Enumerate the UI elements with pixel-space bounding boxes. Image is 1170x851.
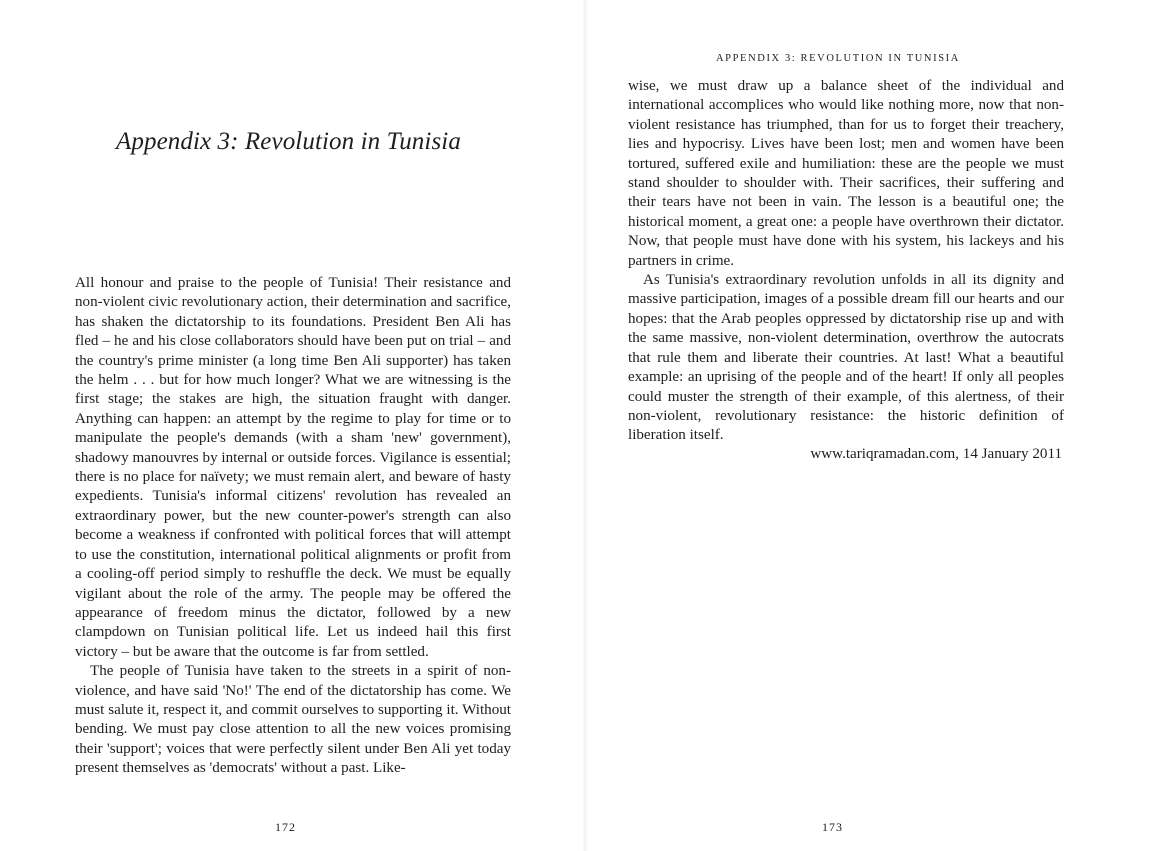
right-body-text [628, 77, 1064, 446]
source-signature: www.tariqramadan.com, 14 January 2011 [810, 446, 1062, 462]
paragraph: All honour and praise to the people of Tunisia! Their resistance and non-violent civic revolutionary action, their determination and sacrifice, has shaken the dictatorship to its foundations. President Ben Ali has fled – he and his close collaborators should have been put on trial – and the country's prime minister (a long time Ben Ali supporter) has taken the helm . . . but for how much longer? What we are witnessing is the first stage; the stakes are high, the situation fraught with danger. Anything can happen: an attempt by the regime to play for time or to manipulate the people's demands (with a sham 'new' government), shadowy manouvres by internal or outside forces. Vigilance is essential; there is no place for naïvety; we must remain alert, and beware of hasty expedients. Tunisia's informal citizens' revolution has revealed an extraordinary power, but the new counter-power's strength can also become a weakness if confronted with political forces that will attempt to use the constitution, international political alignments or profit from a cooling-off period simply to reshuffle the deck. We must be equally vigilant about the role of the army. The people may be offered the appearance of freedom minus the dictator, followed by a new clampdown on Tunisian political life. Let us indeed hail this first victory – but be aware that the outcome is far from settled. [75, 275, 511, 660]
paragraph: wise, we must draw up a balance sheet of the individual and international accomplices who would like nothing more, now that non-violent resistance has triumphed, than for us to forget their treachery, lies and hypocrisy. Lives have been lost; men and women have been tortured, suffered exile and humiliation: these are the people we must stand shoulder to shoulder with. Their sacrifices, their suffering and their tears have not been in vain. The lesson is a beautiful one; the historical moment, a great one: a people have overthrown their dictator. Now, that people must have done with his system, his lackeys and his partners in crime. [628, 78, 1064, 269]
left-body-text [75, 274, 511, 779]
chapter-title: Appendix 3: Revolution in Tunisia [116, 128, 461, 155]
running-head: APPENDIX 3: REVOLUTION IN TUNISIA [716, 53, 960, 64]
paragraph: As Tunisia's extraordinary revolution unfolds in all its dignity and massive participation, images of a possible dream fill our hearts and our hopes: that the Arab peoples oppressed by dictatorship rise up and with the same massive, non-violent determination, overthrow the autocrats that rule them and liberate their countries. At last! What a beautiful example: an uprising of the people and of the heart! If only all peoples could muster the strength of their example, of this alertness, of their non-violent, revolutionary resistance: the historic definition of liberation itself. [628, 272, 1064, 444]
page-number-left: 172 [275, 820, 296, 834]
page-number-right: 173 [822, 820, 843, 834]
paragraph: The people of Tunisia have taken to the streets in a spirit of non-violence, and have said 'No!' The end of the dictatorship has come. We must salute it, respect it, and commit ourselves to supporting it. Without bending. We must pay close attention to all the new voices promising their 'support'; voices that were perfectly silent under Ben Ali yet today present themselves as 'democrats' without a past. Like- [75, 663, 511, 777]
book-gutter [582, 0, 588, 851]
